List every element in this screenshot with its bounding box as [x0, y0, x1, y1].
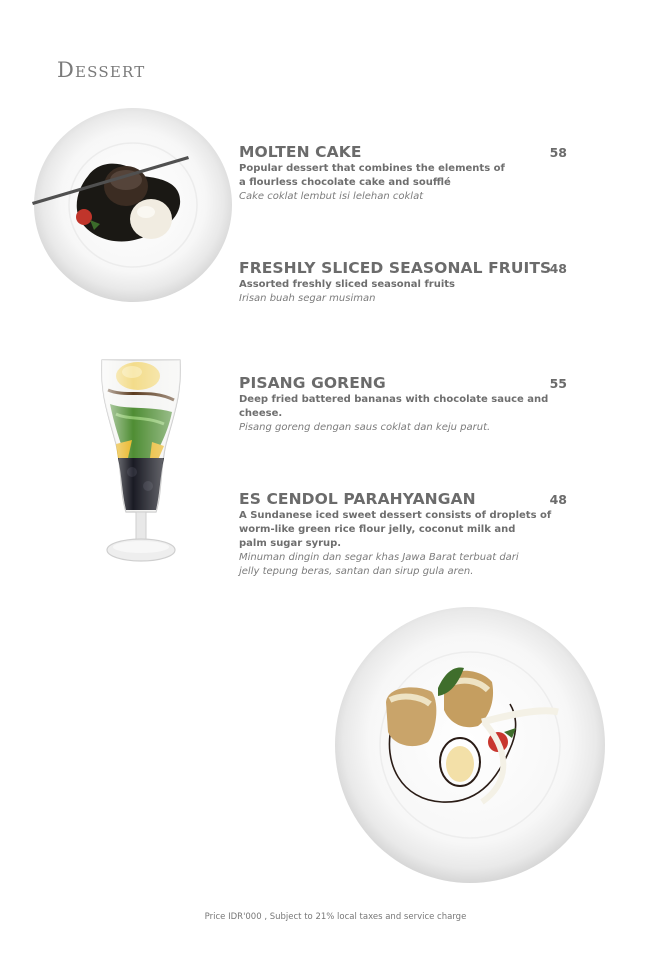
menu-item-pisang-goreng [239, 374, 569, 435]
pisang-goreng-photo [332, 604, 608, 888]
item-description: Popular dessert that combines the elements of a flourless chocolate cake and soufflé [239, 163, 505, 188]
item-description-indonesian: Cake coklat lembut isi lelehan coklat [239, 191, 424, 202]
es-cendol-photo [96, 354, 186, 570]
item-description: A Sundanese iced sweet dessert consists of droplets of worm-like green rice flour jelly, coconut milk and palm sugar syrup. [239, 510, 552, 549]
item-price: 48 [549, 492, 567, 507]
item-price: 55 [549, 376, 567, 391]
price-footnote: Price IDR'000 , Subject to 21% local taxes and service charge [204, 912, 467, 922]
menu-item-es-cendol [239, 490, 569, 579]
item-description-indonesian: Irisan buah segar musiman [239, 293, 376, 304]
item-name: MOLTEN CAKE [239, 143, 362, 161]
page-title: Dessert [57, 58, 146, 82]
item-description-indonesian: Minuman dingin dan segar khas Jawa Barat terbuat dari jelly tepung beras, santan dan sirup gula aren. [239, 552, 519, 577]
item-name: FRESHLY SLICED SEASONAL FRUITS [239, 259, 552, 277]
item-price: 58 [549, 145, 567, 160]
item-description: Assorted freshly sliced seasonal fruits [239, 279, 456, 290]
item-price: 48 [549, 261, 567, 276]
item-description: Deep fried battered bananas with chocolate sauce and cheese. [239, 394, 549, 419]
menu-item-seasonal-fruits [239, 259, 569, 306]
molten-cake-photo [30, 106, 236, 308]
item-name: PISANG GORENG [239, 374, 386, 392]
item-name: ES CENDOL PARAHYANGAN [239, 490, 476, 508]
item-description-indonesian: Pisang goreng dengan saus coklat dan keju parut. [239, 422, 491, 433]
menu-item-molten-cake [239, 143, 569, 204]
